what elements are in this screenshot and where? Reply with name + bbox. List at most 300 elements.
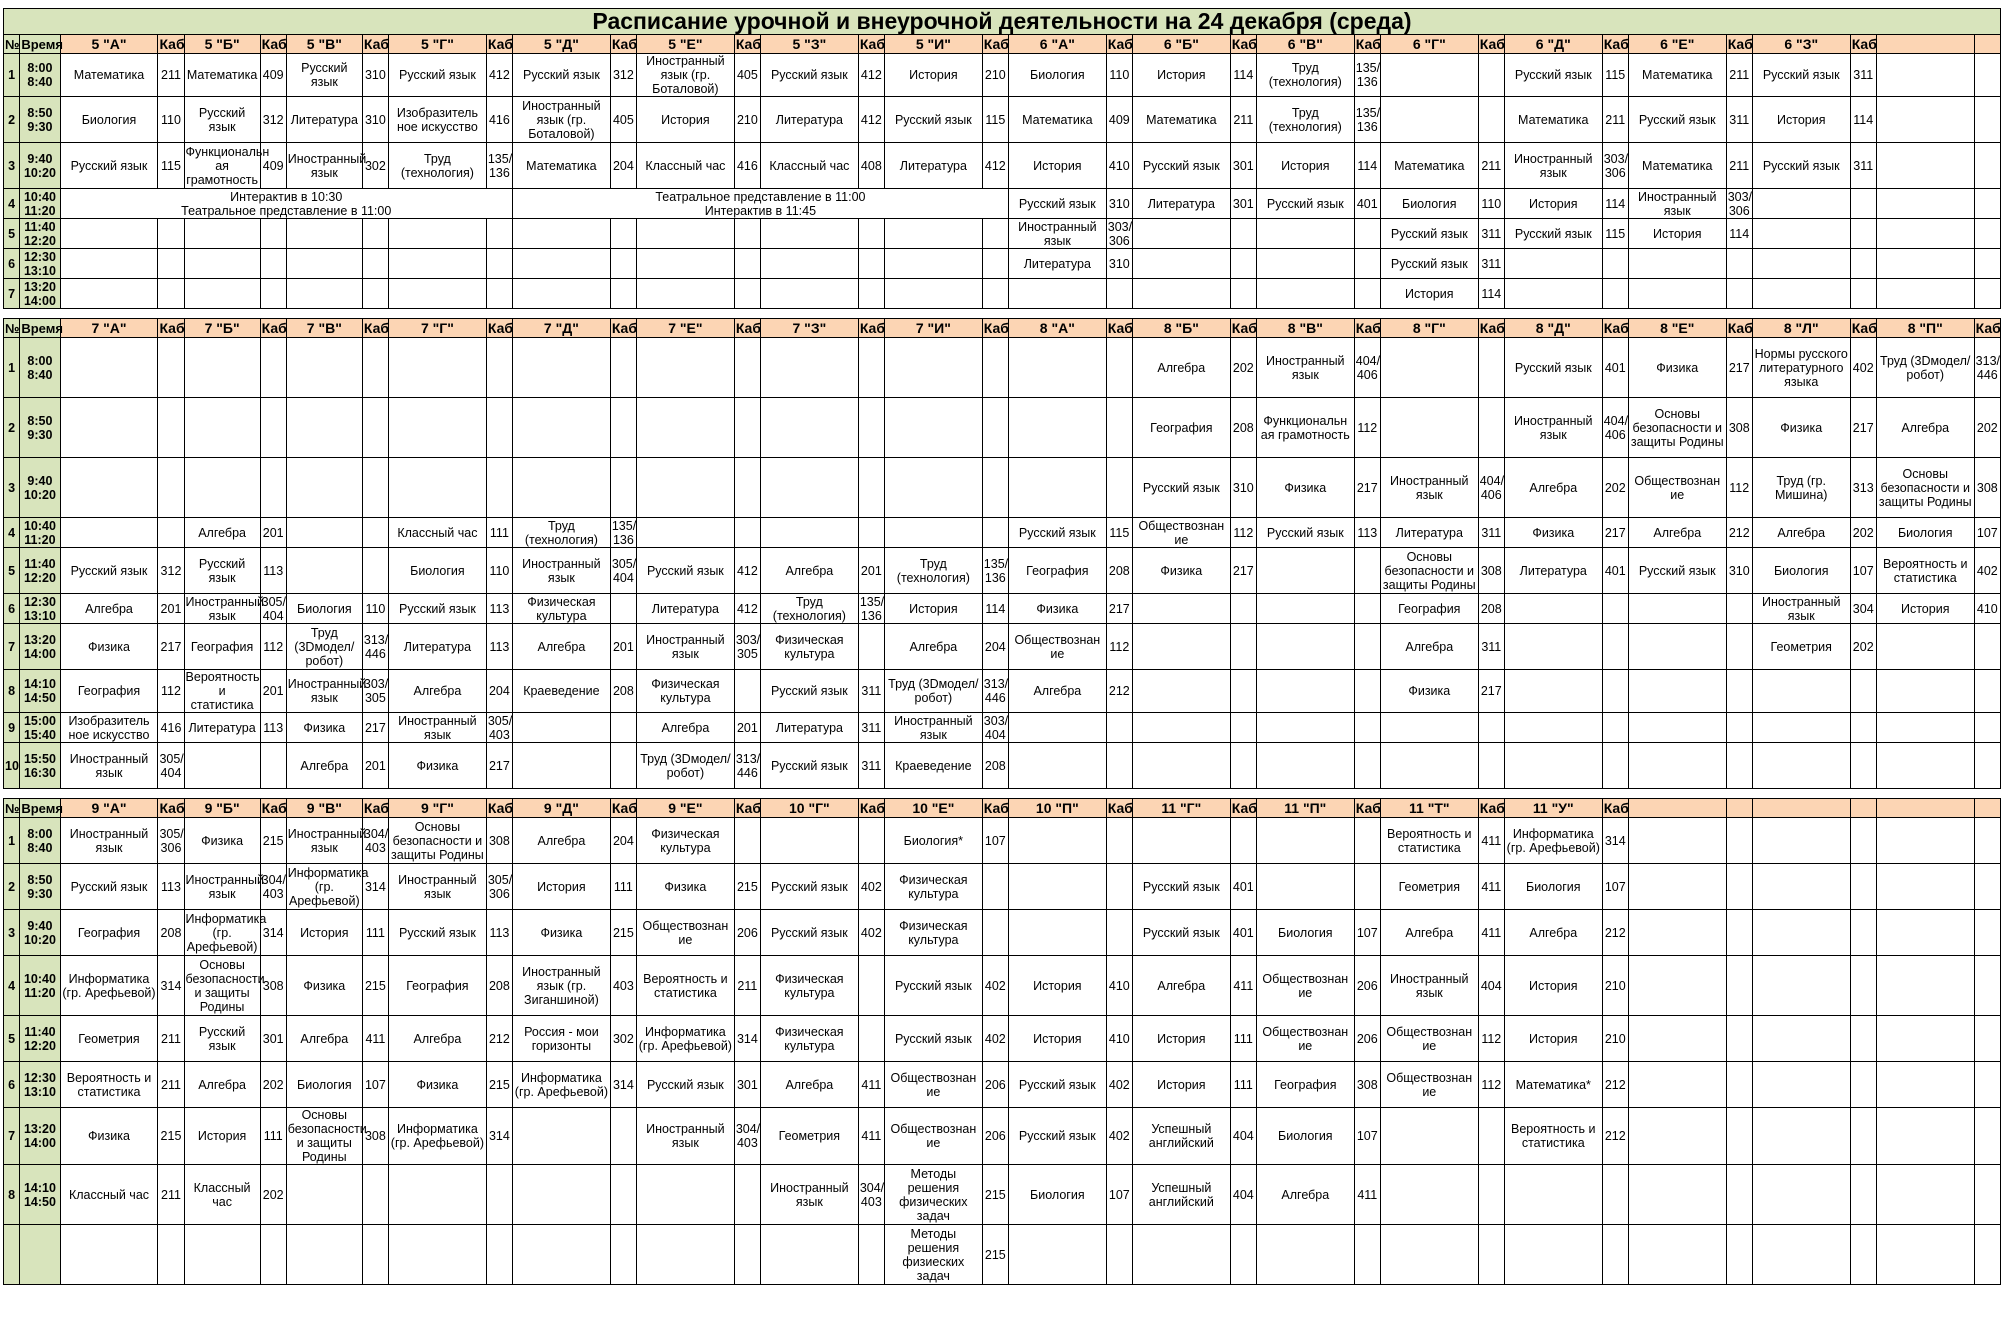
room-cell: 303/ 306 bbox=[1602, 143, 1628, 189]
room-cell bbox=[1602, 249, 1628, 279]
subject-cell: Классный час bbox=[60, 1165, 158, 1225]
subject-cell: История bbox=[1132, 54, 1230, 97]
room-cell bbox=[1354, 279, 1380, 309]
class-header: 7 "Г" bbox=[388, 319, 486, 338]
class-header: 5 "Е" bbox=[636, 35, 734, 54]
subject-cell bbox=[1752, 249, 1850, 279]
subject-cell bbox=[636, 279, 734, 309]
subject-cell: Литература bbox=[760, 713, 858, 743]
subject-cell: География bbox=[1008, 548, 1106, 594]
room-cell bbox=[1850, 864, 1876, 910]
room-cell bbox=[1974, 818, 2000, 864]
room-cell bbox=[1354, 670, 1380, 713]
gap-cell bbox=[4, 309, 2001, 319]
room-cell bbox=[1974, 713, 2000, 743]
subject-cell: История bbox=[884, 594, 982, 624]
room-cell bbox=[1850, 818, 1876, 864]
section-header-row bbox=[4, 35, 2001, 54]
room-cell bbox=[1354, 624, 1380, 670]
subject-cell bbox=[1876, 279, 1974, 309]
room-cell: 303/ 305 bbox=[734, 624, 760, 670]
room-cell bbox=[1974, 1165, 2000, 1225]
room-cell: 412 bbox=[486, 54, 512, 97]
subject-cell: Биология bbox=[60, 97, 158, 143]
subject-cell bbox=[286, 338, 362, 398]
room-cell bbox=[1106, 279, 1132, 309]
event-note: Театральное представление в 11:00 Интерактив в 11:45 bbox=[512, 189, 1008, 219]
subject-cell: История bbox=[1504, 189, 1602, 219]
room-cell: 115 bbox=[1602, 54, 1628, 97]
subject-cell bbox=[1256, 1225, 1354, 1285]
room-cell: 416 bbox=[486, 97, 512, 143]
room-cell bbox=[1726, 910, 1752, 956]
lesson-time: 14:10 14:50 bbox=[20, 1165, 60, 1225]
room-cell: 311 bbox=[1478, 624, 1504, 670]
room-cell: 201 bbox=[158, 594, 184, 624]
room-cell bbox=[610, 219, 636, 249]
subject-cell bbox=[1504, 249, 1602, 279]
room-cell: 308 bbox=[1354, 1062, 1380, 1108]
room-cell: 217 bbox=[1230, 548, 1256, 594]
room-cell bbox=[362, 1165, 388, 1225]
room-cell bbox=[1478, 338, 1504, 398]
subject-cell bbox=[636, 219, 734, 249]
room-cell bbox=[1726, 818, 1752, 864]
room-cell bbox=[1354, 864, 1380, 910]
subject-cell: Геометрия bbox=[1380, 864, 1478, 910]
room-cell: 206 bbox=[982, 1108, 1008, 1165]
subject-cell bbox=[1876, 818, 1974, 864]
room-cell: 212 bbox=[486, 1016, 512, 1062]
subject-cell: Биология bbox=[1256, 910, 1354, 956]
subject-cell: Иностранный язык bbox=[1504, 398, 1602, 458]
room-cell bbox=[858, 458, 884, 518]
room-cell: 211 bbox=[158, 54, 184, 97]
room-cell bbox=[158, 458, 184, 518]
subject-cell: Русский язык bbox=[1256, 518, 1354, 548]
subject-cell bbox=[184, 458, 260, 518]
room-cell bbox=[1230, 713, 1256, 743]
subject-cell: Геометрия bbox=[1752, 624, 1850, 670]
room-cell bbox=[158, 1225, 184, 1285]
room-cell: 304/ 403 bbox=[260, 864, 286, 910]
room-cell: 311 bbox=[1850, 143, 1876, 189]
room-cell bbox=[1850, 1165, 1876, 1225]
subject-cell: Иностранный язык (гр. Боталовой) bbox=[636, 54, 734, 97]
subject-cell: История bbox=[1256, 143, 1354, 189]
room-cell: 110 bbox=[362, 594, 388, 624]
room-cell: 411 bbox=[858, 1108, 884, 1165]
room-header: Каб bbox=[1355, 799, 1381, 816]
room-cell bbox=[1106, 713, 1132, 743]
subject-cell bbox=[1132, 818, 1230, 864]
subject-cell: Алгебра bbox=[1876, 398, 1974, 458]
subject-cell bbox=[1628, 713, 1726, 743]
room-cell: 304/ 403 bbox=[362, 818, 388, 864]
lesson-number: 4 bbox=[4, 189, 20, 219]
subject-cell: Биология bbox=[286, 594, 362, 624]
room-cell: 402 bbox=[982, 1016, 1008, 1062]
class-header: 7 "Б" bbox=[184, 319, 260, 338]
subject-cell bbox=[184, 1225, 260, 1285]
subject-cell bbox=[636, 518, 734, 548]
room-cell bbox=[1726, 1225, 1752, 1285]
room-cell: 208 bbox=[1230, 398, 1256, 458]
room-cell bbox=[486, 458, 512, 518]
subject-cell bbox=[1256, 279, 1354, 309]
room-header: Каб bbox=[983, 799, 1009, 816]
class-header: 8 "Е" bbox=[1628, 319, 1726, 338]
room-cell bbox=[982, 338, 1008, 398]
room-cell: 110 bbox=[1478, 189, 1504, 219]
subject-cell bbox=[60, 249, 158, 279]
class-header: 8 "А" bbox=[1008, 319, 1106, 338]
room-header: Каб bbox=[611, 319, 637, 336]
subject-cell: Физическая культура bbox=[760, 624, 858, 670]
subject-cell bbox=[760, 249, 858, 279]
subject-cell: Физика bbox=[1752, 398, 1850, 458]
subject-cell bbox=[1256, 219, 1354, 249]
class-header: 7 "И" bbox=[884, 319, 982, 338]
room-cell bbox=[610, 713, 636, 743]
room-cell: 115 bbox=[158, 143, 184, 189]
subject-cell bbox=[1876, 864, 1974, 910]
room-cell bbox=[858, 398, 884, 458]
subject-cell bbox=[1876, 97, 1974, 143]
subject-cell bbox=[1008, 910, 1106, 956]
timetable-sheet bbox=[3, 8, 2001, 1285]
room-cell: 112 bbox=[260, 624, 286, 670]
subject-cell bbox=[1628, 624, 1726, 670]
subject-cell bbox=[60, 518, 158, 548]
section-header-row bbox=[4, 799, 2001, 818]
room-cell: 206 bbox=[734, 910, 760, 956]
room-cell: 112 bbox=[1478, 1062, 1504, 1108]
subject-cell: Алгебра bbox=[636, 713, 734, 743]
subject-cell: Биология* bbox=[884, 818, 982, 864]
room-cell: 308 bbox=[260, 956, 286, 1016]
subject-cell bbox=[1380, 1225, 1478, 1285]
subject-cell: Иностранный язык bbox=[1504, 143, 1602, 189]
room-cell: 412 bbox=[982, 143, 1008, 189]
subject-cell: Иностранный язык bbox=[512, 548, 610, 594]
class-header: 6 "А" bbox=[1008, 35, 1106, 54]
lesson-number: 2 bbox=[4, 97, 20, 143]
subject-cell: Физика bbox=[388, 1062, 486, 1108]
subject-cell: Функциональн ая грамотность bbox=[1256, 398, 1354, 458]
subject-cell: Обществознан ие bbox=[1628, 458, 1726, 518]
room-cell bbox=[260, 743, 286, 789]
class-header: 6 "Е" bbox=[1628, 35, 1726, 54]
room-header: Каб bbox=[1479, 799, 1505, 816]
room-cell: 402 bbox=[1974, 548, 2000, 594]
subject-cell: История bbox=[1876, 594, 1974, 624]
room-cell bbox=[1726, 279, 1752, 309]
subject-cell bbox=[1752, 1062, 1850, 1108]
subject-cell: История bbox=[1008, 956, 1106, 1016]
subject-cell: Математика bbox=[1628, 143, 1726, 189]
lesson-row bbox=[4, 910, 2001, 956]
room-cell bbox=[734, 398, 760, 458]
room-cell: 206 bbox=[1354, 1016, 1380, 1062]
room-cell bbox=[486, 219, 512, 249]
room-header: Каб bbox=[1851, 319, 1877, 336]
subject-cell bbox=[286, 1165, 362, 1225]
room-cell bbox=[1478, 1225, 1504, 1285]
class-header: 6 "В" bbox=[1256, 35, 1354, 54]
room-cell: 110 bbox=[158, 97, 184, 143]
lesson-number: 6 bbox=[4, 249, 20, 279]
room-cell bbox=[1726, 1165, 1752, 1225]
subject-cell: Информатика (гр. Арефьевой) bbox=[287, 865, 369, 908]
room-cell bbox=[1974, 1225, 2000, 1285]
room-cell: 304/ 403 bbox=[858, 1165, 884, 1225]
subject-cell: Русский язык bbox=[286, 54, 362, 97]
room-cell: 201 bbox=[362, 743, 388, 789]
room-cell: 313/ 446 bbox=[734, 743, 760, 789]
subject-cell: Изобразитель ное искусство bbox=[388, 97, 486, 143]
room-cell bbox=[1726, 956, 1752, 1016]
subject-cell bbox=[60, 1225, 158, 1285]
lesson-number: 3 bbox=[4, 143, 20, 189]
subject-cell: Физика bbox=[60, 1108, 158, 1165]
lesson-time: 14:10 14:50 bbox=[20, 670, 60, 713]
subject-cell: Русский язык bbox=[1008, 1108, 1106, 1165]
subject-cell: Иностранный язык bbox=[760, 1165, 858, 1225]
subject-cell: Алгебра bbox=[1132, 338, 1230, 398]
room-cell bbox=[858, 249, 884, 279]
room-header: Каб bbox=[363, 799, 390, 816]
room-cell: 404/ 406 bbox=[1478, 458, 1504, 518]
lesson-row bbox=[4, 189, 2001, 219]
subject-cell bbox=[1008, 818, 1106, 864]
subject-cell bbox=[1876, 743, 1974, 789]
subject-cell bbox=[1876, 143, 1974, 189]
room-cell: 303/ 306 bbox=[1727, 189, 1753, 218]
subject-cell: Русский язык bbox=[1380, 249, 1478, 279]
subject-cell bbox=[1752, 189, 1850, 219]
room-cell: 217 bbox=[486, 743, 512, 789]
room-cell bbox=[362, 338, 388, 398]
subject-cell bbox=[1256, 249, 1354, 279]
room-cell: 404 bbox=[1230, 1165, 1256, 1225]
room-cell: 416 bbox=[158, 713, 184, 743]
room-cell: 113 bbox=[260, 548, 286, 594]
subject-cell: Русский язык bbox=[1628, 97, 1726, 143]
room-cell bbox=[734, 458, 760, 518]
lesson-number: 1 bbox=[4, 54, 20, 97]
lesson-row bbox=[4, 249, 2001, 279]
room-cell bbox=[158, 279, 184, 309]
room-cell: 202 bbox=[1850, 624, 1876, 670]
room-cell bbox=[1974, 1016, 2000, 1062]
room-cell: 217 bbox=[362, 713, 388, 743]
room-cell: 308 bbox=[486, 818, 512, 864]
subject-cell: Иностранный язык (гр. Боталовой) bbox=[512, 97, 610, 143]
room-header: Каб bbox=[1355, 35, 1381, 52]
room-cell: 107 bbox=[362, 1062, 388, 1108]
class-header: 5 "В" bbox=[286, 35, 362, 54]
subject-cell: История bbox=[184, 1108, 260, 1165]
subject-cell bbox=[636, 1165, 734, 1225]
room-cell: 208 bbox=[158, 910, 184, 956]
class-header: 7 "З" bbox=[760, 319, 858, 338]
lesson-time: 9:40 10:20 bbox=[20, 458, 60, 518]
room-header: Каб bbox=[859, 799, 885, 816]
subject-cell: Алгебра bbox=[760, 1062, 858, 1108]
subject-cell: Алгебра bbox=[1628, 518, 1726, 548]
room-header: Каб bbox=[1231, 799, 1257, 816]
room-cell: 412 bbox=[734, 594, 760, 624]
class-header: 5 "З" bbox=[760, 35, 858, 54]
subject-cell: Алгебра bbox=[1008, 670, 1106, 713]
room-cell bbox=[1726, 1016, 1752, 1062]
room-cell: 112 bbox=[1726, 458, 1752, 518]
room-cell bbox=[362, 219, 388, 249]
room-cell: 314 bbox=[158, 956, 184, 1016]
room-cell bbox=[362, 458, 388, 518]
gap-cell bbox=[4, 789, 2001, 799]
subject-cell: Биология bbox=[388, 548, 486, 594]
room-header: Каб bbox=[261, 799, 287, 816]
subject-cell: История bbox=[636, 97, 734, 143]
subject-cell bbox=[1752, 1108, 1850, 1165]
subject-cell bbox=[1876, 1225, 1974, 1285]
subject-cell bbox=[1380, 338, 1478, 398]
room-cell: 304 bbox=[1850, 594, 1876, 624]
subject-cell: Труд (технология) bbox=[388, 143, 486, 189]
room-header: Каб bbox=[261, 35, 287, 52]
lesson-time: 8:50 9:30 bbox=[20, 97, 60, 143]
subject-cell: Физическая культура bbox=[760, 956, 858, 1016]
class-header: 10 "Е" bbox=[884, 799, 982, 818]
room-cell: 405 bbox=[734, 54, 760, 97]
lesson-number: 6 bbox=[4, 594, 20, 624]
subject-cell: Труд (3Dмодел/ робот) bbox=[286, 624, 362, 670]
subject-cell: Литература bbox=[1008, 249, 1106, 279]
subject-cell: Русский язык bbox=[60, 548, 158, 594]
room-cell: 111 bbox=[362, 910, 388, 956]
lesson-row bbox=[4, 864, 2001, 910]
subject-cell bbox=[512, 279, 610, 309]
room-cell bbox=[1974, 1062, 2000, 1108]
subject-cell: Основы безопасности и защиты Родины bbox=[185, 957, 265, 1014]
subject-cell bbox=[1504, 743, 1602, 789]
subject-cell: Математика bbox=[1504, 97, 1602, 143]
class-header: 5 "А" bbox=[60, 35, 158, 54]
subject-cell: Русский язык bbox=[184, 1016, 260, 1062]
room-cell: 402 bbox=[1106, 1062, 1132, 1108]
room-cell bbox=[858, 279, 884, 309]
subject-cell: Алгебра bbox=[184, 518, 260, 548]
room-cell bbox=[858, 818, 884, 864]
subject-cell bbox=[1752, 818, 1850, 864]
room-cell: 210 bbox=[734, 97, 760, 143]
room-cell bbox=[858, 1225, 884, 1285]
class-header: 10 "П" bbox=[1008, 799, 1106, 818]
room-cell bbox=[260, 398, 286, 458]
lesson-row bbox=[4, 1062, 2001, 1108]
subject-cell: Русский язык bbox=[1628, 548, 1726, 594]
room-cell: 308 bbox=[1478, 548, 1504, 594]
room-cell bbox=[260, 338, 286, 398]
subject-cell: Труд (технология) bbox=[760, 594, 858, 624]
room-header bbox=[1726, 799, 1752, 818]
subject-cell: Литература bbox=[286, 97, 362, 143]
subject-cell: Русский язык bbox=[1008, 1062, 1106, 1108]
room-cell: 114 bbox=[1230, 54, 1256, 97]
room-cell bbox=[1106, 1225, 1132, 1285]
subject-cell bbox=[512, 1225, 610, 1285]
subject-cell: Иностранный язык bbox=[286, 818, 362, 864]
subject-cell: Краеведение bbox=[884, 743, 982, 789]
subject-cell bbox=[1876, 624, 1974, 670]
room-cell bbox=[1106, 864, 1132, 910]
subject-cell: Литература bbox=[388, 624, 486, 670]
subject-cell: Русский язык bbox=[1380, 219, 1478, 249]
room-cell: 210 bbox=[1602, 956, 1628, 1016]
subject-cell bbox=[1380, 743, 1478, 789]
room-cell: 402 bbox=[1106, 1108, 1132, 1165]
lesson-number: 4 bbox=[4, 956, 20, 1016]
subject-cell: Физическая культура bbox=[884, 864, 982, 910]
class-header: 5 "И" bbox=[884, 35, 982, 54]
room-header: Каб bbox=[1975, 319, 2001, 336]
subject-cell: Иностранный язык bbox=[1380, 458, 1478, 518]
subject-cell: Литература bbox=[1380, 518, 1478, 548]
room-cell bbox=[610, 249, 636, 279]
room-cell bbox=[1354, 1225, 1380, 1285]
room-cell: 215 bbox=[260, 818, 286, 864]
room-cell: 314 bbox=[610, 1062, 636, 1108]
subject-cell: Обществознан ие bbox=[1256, 956, 1354, 1016]
subject-cell bbox=[1132, 743, 1230, 789]
subject-cell bbox=[884, 338, 982, 398]
room-cell: 114 bbox=[982, 594, 1008, 624]
room-cell bbox=[982, 398, 1008, 458]
subject-cell: Обществознан ие bbox=[884, 1108, 982, 1165]
subject-cell: Алгебра bbox=[286, 743, 362, 789]
room-cell: 304/ 403 bbox=[734, 1108, 760, 1165]
subject-cell: Иностранный язык (гр. Зиганшиной) bbox=[512, 956, 610, 1016]
subject-cell bbox=[884, 398, 982, 458]
room-cell bbox=[1850, 670, 1876, 713]
lesson-time: 8:00 8:40 bbox=[20, 54, 60, 97]
subject-cell bbox=[1380, 97, 1478, 143]
subject-cell: Русский язык bbox=[1132, 864, 1230, 910]
subject-cell: Литература bbox=[184, 713, 260, 743]
room-cell: 408 bbox=[858, 143, 884, 189]
subject-cell bbox=[1628, 249, 1726, 279]
room-cell bbox=[486, 1225, 512, 1285]
subject-cell: Русский язык bbox=[184, 548, 260, 594]
room-cell: 112 bbox=[1106, 624, 1132, 670]
room-cell: 405 bbox=[610, 97, 636, 143]
room-header: Каб bbox=[487, 799, 514, 816]
subject-cell bbox=[1628, 956, 1726, 1016]
room-cell: 215 bbox=[486, 1062, 512, 1108]
class-header: 8 "П" bbox=[1876, 319, 1974, 338]
room-cell bbox=[1354, 219, 1380, 249]
room-cell: 311 bbox=[858, 670, 884, 713]
room-cell: 411 bbox=[1478, 864, 1504, 910]
subject-cell bbox=[286, 249, 362, 279]
class-header: 9 "Д" bbox=[512, 799, 610, 818]
room-cell bbox=[486, 1165, 512, 1225]
subject-cell bbox=[512, 398, 610, 458]
subject-cell bbox=[1504, 624, 1602, 670]
subject-cell bbox=[1256, 594, 1354, 624]
